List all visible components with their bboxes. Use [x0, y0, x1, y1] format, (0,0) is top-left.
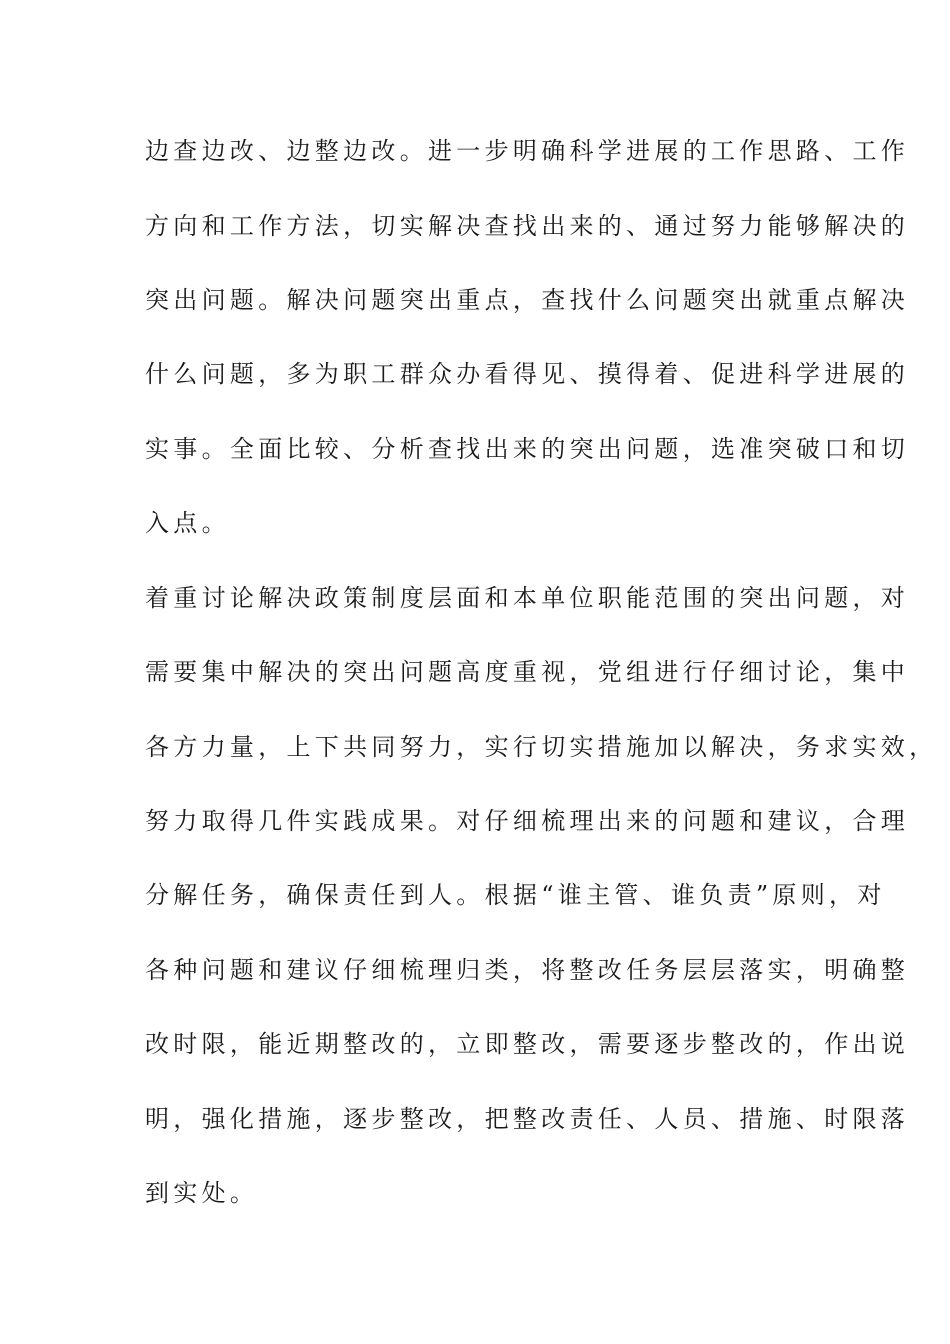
text-line-2: 方向和工作方法，切实解决查找出来的、通过努力能够解决的: [145, 212, 910, 240]
text-line-12: 各种问题和建议仔细梳理归类，将整改任务层层落实，明确整: [145, 956, 910, 984]
text-line-11: 分解任务，确保责任到人。根据“谁主管、谁负责”原则，对: [145, 881, 886, 909]
text-line-14: 明，强化措施，逐步整改，把整改责任、人员、措施、时限落: [145, 1105, 910, 1133]
text-line-3: 突出问题。解决问题突出重点，查找什么问题突出就重点解决: [145, 286, 910, 314]
text-line-13: 改时限，能近期整改的，立即整改，需要逐步整改的，作出说: [145, 1030, 910, 1058]
text-line-15: 到实处。: [145, 1179, 259, 1207]
text-line-9: 各方力量，上下共同努力，实行切实措施加以解决，务求实效，: [145, 733, 938, 761]
text-line-1: 边查边改、边整边改。进一步明确科学进展的工作思路、工作: [145, 137, 910, 165]
text-line-10: 努力取得几件实践成果。对仔细梳理出来的问题和建议，合理: [145, 807, 910, 835]
text-line-8: 需要集中解决的突出问题高度重视，党组进行仔细讨论，集中: [145, 658, 910, 686]
text-line-6: 入点。: [145, 509, 230, 537]
text-line-4: 什么问题，多为职工群众办看得见、摸得着、促进科学进展的: [145, 360, 910, 388]
text-line-5: 实事。全面比较、分析查找出来的突出问题，选准突破口和切: [145, 435, 910, 463]
text-line-7: 着重讨论解决政策制度层面和本单位职能范围的突出问题，对: [145, 584, 910, 612]
